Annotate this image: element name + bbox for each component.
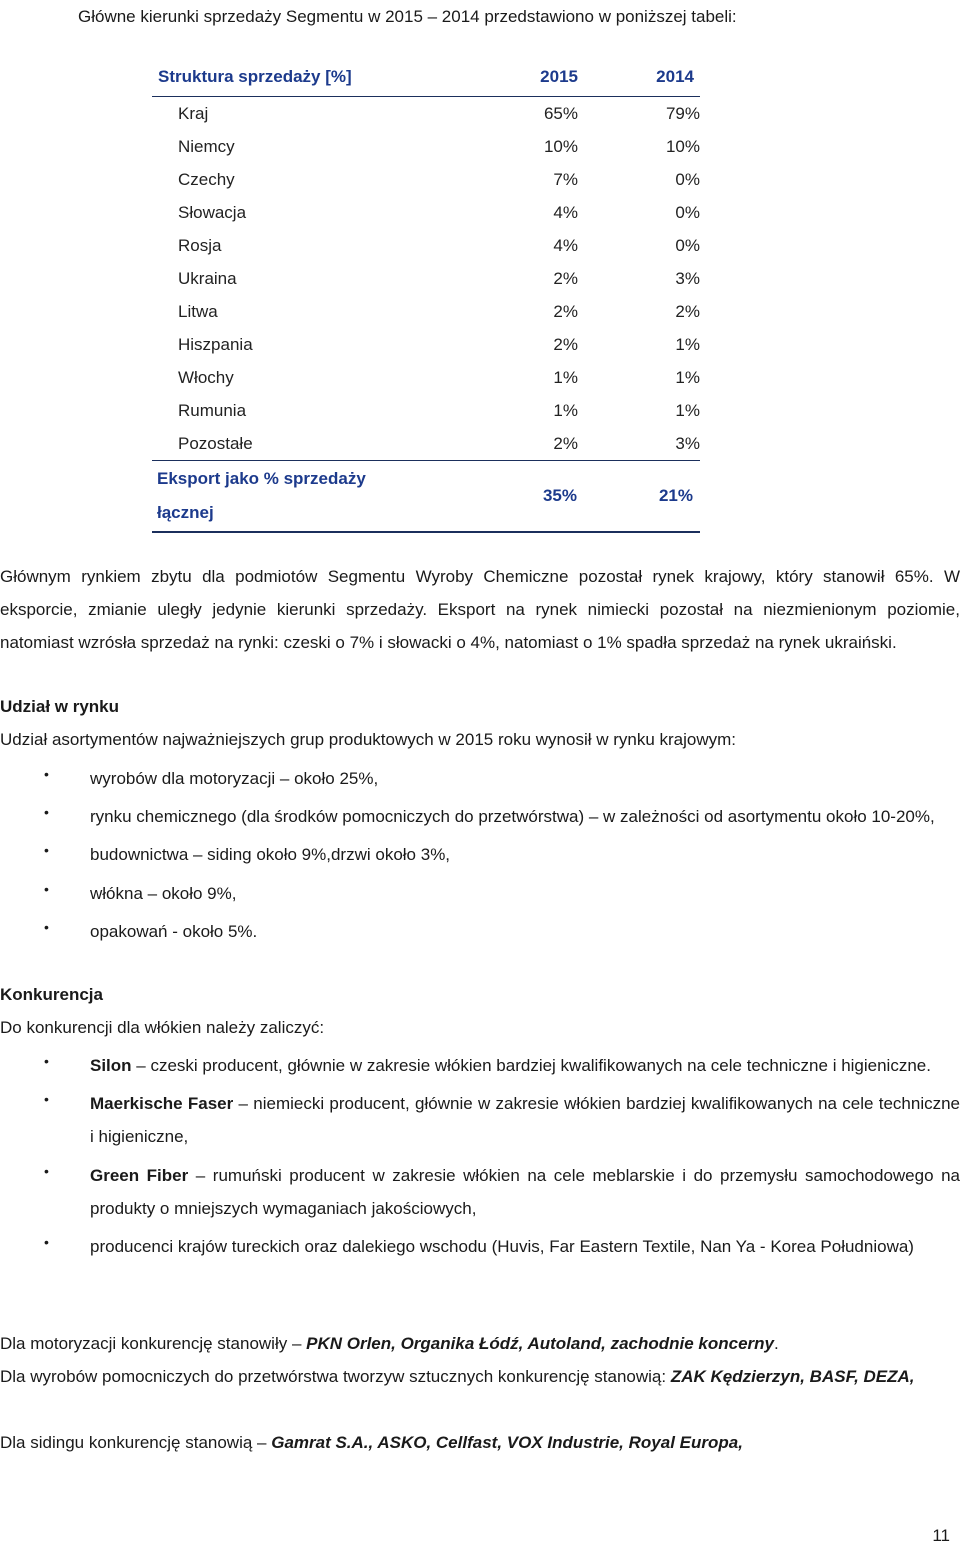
- cell-2014: 79%: [665, 103, 700, 123]
- cell-2015: 1%: [553, 367, 578, 387]
- cell-2015: 2%: [553, 433, 578, 453]
- cell-2015: 10%: [543, 136, 578, 156]
- list-item-text: wyrobów dla motoryzacji – około 25%,: [90, 769, 379, 788]
- siding-prefix: Dla sidingu konkurencję stanowią –: [0, 1433, 272, 1452]
- competitor-description: – niemiecki producent, głównie w zakresie włókien bardziej kwalifikowanych na cele techniczne i higieniczne,: [90, 1094, 960, 1147]
- cell-2014: 1%: [675, 334, 700, 354]
- paragraph-export: Głównym rynkiem zbytu dla podmiotów Segmentu Wyroby Chemiczne pozostał rynek krajowy, który stanowił 65%. W eksporcie, zmianie uległy jedynie kierunki sprzedaży. Eksport na rynek nimiecki pozostał na niezmienionym poziomie, natomiast wzrósła sprzedaż na rynki: czeski o 7% i słowacki o 4%, natomiast o 1% spadła sprzedaż na rynek ukraiński.: [0, 567, 960, 653]
- cell-2014: 0%: [675, 235, 700, 255]
- list-item-text: opakowań - około 5%.: [90, 921, 258, 941]
- list-item-text: włókna – około 9%,: [90, 883, 237, 903]
- cell-2014: 3%: [675, 433, 700, 453]
- row-label: Hiszpania: [178, 334, 253, 354]
- cell-2015: 4%: [553, 202, 578, 222]
- competitor-item: [0, 1087, 960, 1153]
- list-item: [0, 762, 960, 795]
- table-row: [152, 328, 700, 361]
- row-label: Ukraina: [178, 268, 237, 288]
- competition-intro: Do konkurencji dla włókien należy zaliczyć:: [0, 1018, 325, 1037]
- competitor-item: [0, 1049, 960, 1082]
- table-footer: [152, 460, 700, 533]
- list-item-text: budownictwa – siding około 9%,drzwi około 3%,: [90, 845, 451, 865]
- cell-2014: 2%: [675, 301, 700, 321]
- table-row: [152, 163, 700, 196]
- cell-2014: 1%: [675, 400, 700, 420]
- table-row: [152, 196, 700, 229]
- bullet-icon: •: [44, 1162, 49, 1179]
- cell-2015: 2%: [553, 334, 578, 354]
- list-item: [0, 877, 960, 910]
- table-row: [152, 394, 700, 427]
- header-label: Struktura sprzedaży [%]: [158, 67, 352, 86]
- row-label: Kraj: [178, 103, 209, 123]
- bullet-icon: •: [44, 1053, 49, 1069]
- page-number: 11: [932, 1526, 950, 1545]
- intro-text: Główne kierunki sprzedaży Segmentu w 2015 – 2014 przedstawiono w poniższej tabeli:: [78, 7, 737, 26]
- row-label: Niemcy: [178, 136, 235, 156]
- automotive-suffix: .: [774, 1334, 779, 1353]
- cell-2014: 10%: [665, 136, 700, 156]
- auxiliary-competition: [0, 1360, 960, 1393]
- table-row: [152, 361, 700, 394]
- bullet-icon: •: [44, 1234, 49, 1251]
- footer-label-line1: Eksport jako % sprzedaży: [157, 469, 366, 488]
- cell-2014: 0%: [675, 169, 700, 189]
- competitor-item: [0, 1159, 960, 1225]
- cell-2015: 2%: [553, 301, 578, 321]
- list-item: [0, 838, 960, 871]
- market-share-intro: Udział asortymentów najważniejszych grup produktowych w 2015 roku wynosił w rynku krajowym:: [0, 730, 737, 749]
- table-header: [152, 58, 700, 97]
- competitors-list: [0, 1049, 960, 1268]
- row-label: Czechy: [178, 169, 235, 189]
- row-label: Rumunia: [178, 400, 247, 420]
- competitor-description: producenci krajów tureckich oraz dalekiego wschodu (Huvis, Far Eastern Textile, Nan Ya - Korea Południowa): [90, 1237, 914, 1257]
- cell-2014: 0%: [675, 202, 700, 222]
- heading-market-share: Udział w rynku: [0, 697, 120, 716]
- row-label: Litwa: [178, 301, 218, 321]
- competitor-item: [0, 1230, 960, 1263]
- footer-2014: 21%: [658, 486, 693, 505]
- table-body: [152, 97, 700, 460]
- bullet-icon: •: [44, 1091, 49, 1108]
- siding-competition: [0, 1426, 960, 1459]
- bullet-icon: •: [44, 804, 49, 821]
- header-2014: 2014: [656, 67, 694, 86]
- bullet-icon: •: [44, 918, 49, 935]
- bullet-icon: •: [44, 842, 49, 859]
- list-item: [0, 915, 960, 948]
- row-label: Pozostałe: [178, 433, 253, 453]
- automotive-prefix: Dla motoryzacji konkurencję stanowiły –: [0, 1334, 307, 1353]
- row-label: Włochy: [178, 367, 234, 387]
- table-row: [152, 262, 700, 295]
- table-row: [152, 130, 700, 163]
- siding-names: Gamrat S.A., ASKO, Cellfast, VOX Industrie, Royal Europa,: [271, 1433, 743, 1452]
- competitor-description: – czeski producent, głównie w zakresie włókien bardziej kwalifikowanych na cele techniczne i higieniczne.: [131, 1056, 931, 1075]
- cell-2015: 65%: [543, 103, 578, 123]
- table-row: [152, 229, 700, 262]
- competitor-name: Maerkische Faser: [90, 1094, 234, 1114]
- competitor-name: Silon: [90, 1056, 132, 1075]
- table-row: [152, 97, 700, 130]
- cell-2015: 1%: [553, 400, 578, 420]
- auxiliary-names: ZAK Kędzierzyn, BASF, DEZA,: [670, 1367, 915, 1386]
- list-item-text: rynku chemicznego (dla środków pomocniczych do przetwórstwa) – w zależności od asortymentu około 10-20%,: [90, 807, 935, 827]
- footer-2015: 35%: [542, 486, 577, 505]
- cell-2014: 1%: [675, 367, 700, 387]
- list-item: [0, 800, 960, 833]
- bullet-icon: •: [44, 880, 49, 897]
- competitor-name: Green Fiber: [90, 1165, 189, 1185]
- table-row: [152, 295, 700, 328]
- automotive-competition: [0, 1327, 960, 1360]
- auxiliary-prefix: Dla wyrobów pomocniczych do przetwórstwa tworzyw sztucznych konkurencję stanowią:: [0, 1367, 671, 1386]
- bullet-icon: •: [44, 766, 49, 782]
- row-label: Słowacja: [178, 202, 247, 222]
- cell-2015: 4%: [553, 235, 578, 255]
- market-share-list: [0, 762, 960, 953]
- cell-2015: 7%: [553, 169, 578, 189]
- table-row: [152, 427, 700, 460]
- cell-2015: 2%: [553, 268, 578, 288]
- automotive-names: PKN Orlen, Organika Łódź, Autoland, zachodnie koncerny: [306, 1334, 775, 1353]
- competitor-description: – rumuński producent w zakresie włókien na cele meblarskie i do przemysłu samochodowego na produkty o mniejszych wymaganiach jakościowych,: [90, 1165, 960, 1218]
- heading-competition: Konkurencja: [0, 985, 103, 1004]
- footer-label: [152, 462, 487, 530]
- cell-2014: 3%: [675, 268, 700, 288]
- row-label: Rosja: [178, 235, 222, 255]
- footer-label-line2: łącznej: [157, 503, 214, 522]
- header-2015: 2015: [540, 67, 578, 86]
- sales-structure-table: [152, 58, 700, 533]
